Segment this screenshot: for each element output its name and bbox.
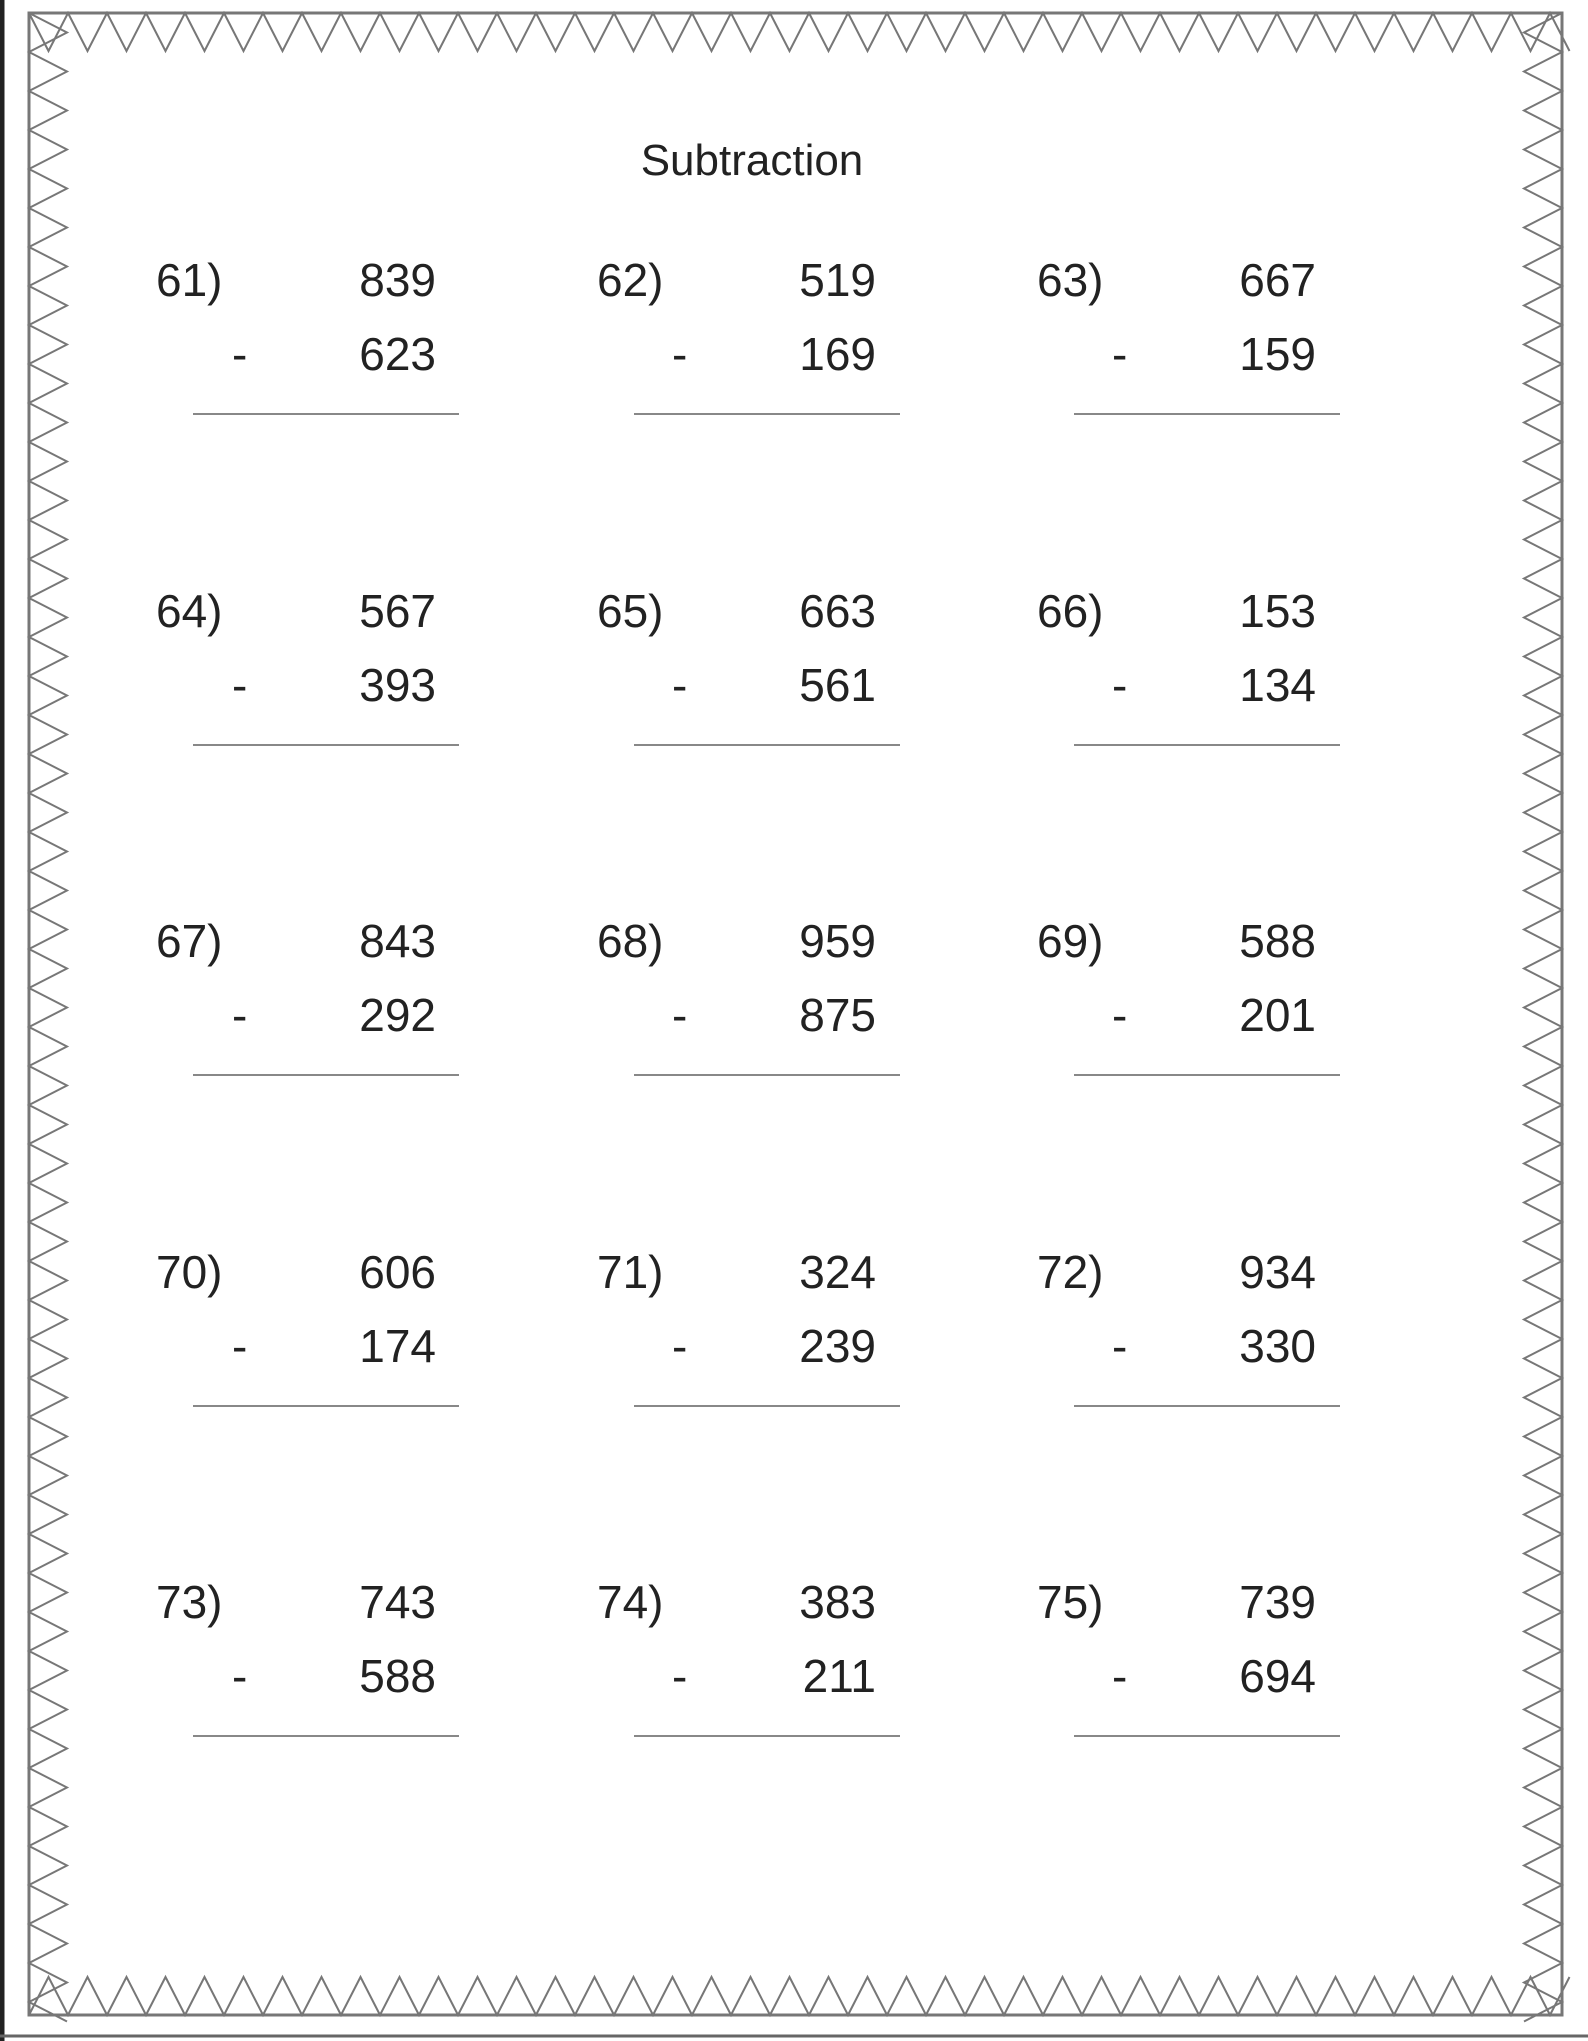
subtrahend: 169 <box>799 328 876 380</box>
minus-sign: - <box>232 1319 248 1372</box>
subtrahend: 561 <box>799 658 876 711</box>
answer-line <box>1074 744 1340 746</box>
answer-line <box>634 744 900 746</box>
minuend: 324 <box>799 1245 876 1298</box>
minus-sign: - <box>1112 658 1128 711</box>
subtrahend: 159 <box>1239 328 1316 380</box>
subtrahend: 211 <box>802 1650 876 1703</box>
minuend: 383 <box>799 1576 876 1629</box>
subtrahend: 134 <box>1239 658 1316 711</box>
minus-sign: - <box>1112 328 1128 380</box>
subtrahend: 174 <box>359 1319 436 1372</box>
minus-sign: - <box>672 989 688 1042</box>
minuend: 667 <box>1239 254 1316 306</box>
minus-sign: - <box>1112 1650 1128 1703</box>
subtrahend: 330 <box>1239 1319 1316 1372</box>
minus-sign: - <box>672 328 688 380</box>
subtrahend: 239 <box>799 1319 876 1372</box>
problem-number: 75) <box>1037 1576 1104 1629</box>
subtrahend: 694 <box>1239 1650 1316 1703</box>
minuend: 843 <box>359 915 436 968</box>
minus-sign: - <box>672 658 688 711</box>
subtrahend: 201 <box>1239 989 1316 1042</box>
problem-number: 73) <box>156 1576 223 1629</box>
subtrahend: 588 <box>359 1650 436 1703</box>
answer-line <box>193 1405 459 1407</box>
answer-line <box>634 1074 900 1076</box>
answer-line <box>193 413 459 415</box>
answer-line <box>634 1735 900 1737</box>
problem-number: 61) <box>156 254 223 306</box>
minuend: 153 <box>1239 584 1316 637</box>
answer-line <box>634 1405 900 1407</box>
worksheet-title: Subtraction <box>640 136 864 185</box>
answer-line <box>193 1074 459 1076</box>
subtrahend: 623 <box>359 328 436 380</box>
minus-sign: - <box>672 1319 688 1372</box>
minuend: 567 <box>359 584 436 637</box>
problem-number: 67) <box>156 915 223 968</box>
problem-number: 68) <box>597 915 664 968</box>
answer-line <box>1074 1405 1340 1407</box>
minuend: 934 <box>1239 1245 1316 1298</box>
minus-sign: - <box>232 1650 248 1703</box>
subtrahend: 292 <box>359 989 436 1042</box>
problem-number: 71) <box>597 1245 664 1298</box>
answer-line <box>1074 1074 1340 1076</box>
answer-line <box>1074 413 1340 415</box>
minuend: 739 <box>1239 1576 1316 1629</box>
minuend: 959 <box>799 915 876 968</box>
answer-line <box>1074 1735 1340 1737</box>
problem-number: 65) <box>597 584 664 637</box>
minuend: 743 <box>359 1576 436 1629</box>
minuend: 519 <box>799 254 876 306</box>
minuend: 663 <box>799 584 876 637</box>
minus-sign: - <box>672 1650 688 1703</box>
minus-sign: - <box>232 658 248 711</box>
problem-number: 63) <box>1037 254 1104 306</box>
minuend: 606 <box>359 1245 436 1298</box>
problem-number: 66) <box>1037 584 1104 637</box>
answer-line <box>634 413 900 415</box>
problem-number: 64) <box>156 584 223 637</box>
subtrahend: 875 <box>799 989 876 1042</box>
problem-number: 74) <box>597 1576 664 1629</box>
minus-sign: - <box>1112 1319 1128 1372</box>
answer-line <box>193 744 459 746</box>
minus-sign: - <box>232 989 248 1042</box>
subtrahend: 393 <box>359 658 436 711</box>
problem-number: 69) <box>1037 915 1104 968</box>
answer-line <box>193 1735 459 1737</box>
minuend: 839 <box>359 254 436 306</box>
minus-sign: - <box>1112 989 1128 1042</box>
problem-number: 62) <box>597 254 664 306</box>
problem-number: 72) <box>1037 1245 1104 1298</box>
minus-sign: - <box>232 328 248 380</box>
minuend: 588 <box>1239 915 1316 968</box>
problem-number: 70) <box>156 1245 223 1298</box>
